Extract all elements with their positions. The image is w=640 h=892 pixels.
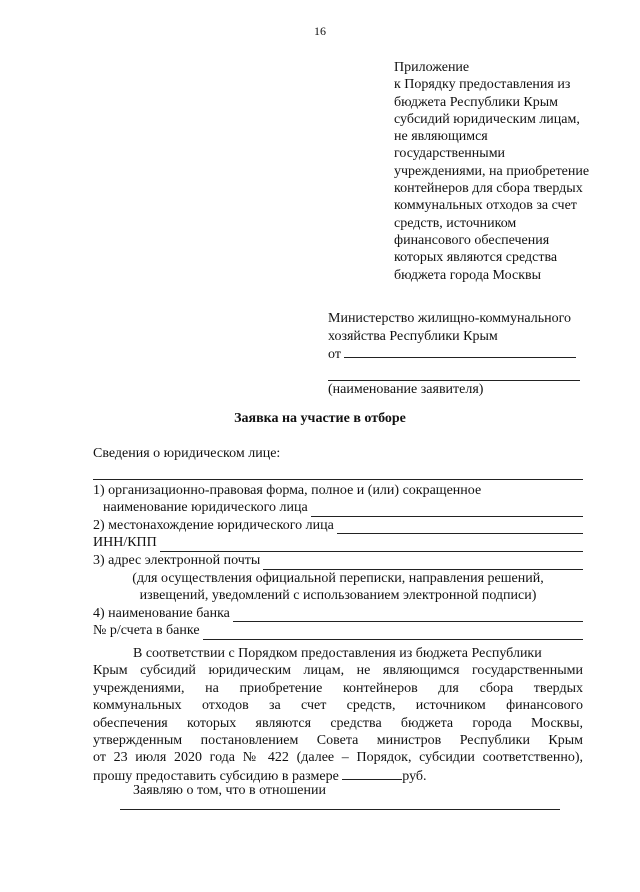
- account-label: № р/счета в банке: [93, 623, 200, 639]
- from-row: [328, 345, 598, 364]
- subsidy-amount-label: прошу предоставить субсидию в размере: [93, 768, 339, 784]
- applicant-info-form: [93, 445, 583, 640]
- account-row: [93, 622, 583, 640]
- inn-kpp-label: ИНН/КПП: [93, 535, 157, 551]
- item2-label: 2) местонахождение юридического лица: [93, 517, 334, 533]
- document-title: Заявка на участие в отборе: [234, 411, 406, 426]
- paragraph-line: обеспечения которых являются средства бюджета города Москвы,: [93, 715, 583, 731]
- from-blank[interactable]: [344, 345, 576, 358]
- paragraph-line: учреждениями, на приобретение контейнеров для сбора твердых: [93, 680, 583, 696]
- item1-line1: 1) организационно-правовая форма, полное и (или) сокращенное: [93, 482, 482, 498]
- item3-row: [93, 552, 583, 570]
- appendix-line: государственными: [394, 146, 506, 162]
- item1-line2: наименование юридического лица: [103, 500, 308, 516]
- item4-label: 4) наименование банка: [93, 605, 230, 621]
- item3-note-line1: (для осуществления официальной переписки, направления решений,: [132, 570, 544, 586]
- appendix-line: финансового обеспечения: [394, 232, 550, 248]
- declaration-text: Заявляю о том, что в отношении: [133, 783, 326, 798]
- inn-row: [93, 534, 583, 552]
- appendix-line: учреждениями, на приобретение: [394, 163, 590, 179]
- location-blank[interactable]: [337, 520, 583, 534]
- addressee-line-2: хозяйства Республики Крым: [328, 328, 498, 344]
- account-blank[interactable]: [203, 626, 583, 640]
- paragraph-line: утвержденным постановлением Совета министров Республики Крым: [93, 733, 583, 749]
- paragraph-line: В соответствии с Порядком предоставления из бюджета Республики: [133, 646, 542, 661]
- bank-name-blank[interactable]: [233, 608, 583, 622]
- inn-kpp-blank[interactable]: [160, 538, 583, 552]
- from-label: от: [328, 347, 341, 362]
- appendix-line: контейнеров для сбора твердых: [394, 181, 583, 197]
- addressee-block: [328, 310, 598, 398]
- appendix-line: которых являются средства: [394, 250, 558, 266]
- intro-blank[interactable]: [93, 463, 583, 480]
- appendix-line: к Порядку предоставления из: [394, 77, 571, 93]
- appendix-line: бюджета города Москвы: [394, 267, 542, 283]
- form-intro: Сведения о юридическом лице:: [93, 446, 281, 461]
- org-name-blank[interactable]: [311, 503, 583, 517]
- email-blank[interactable]: [263, 556, 583, 570]
- item3-note-line2: извещений, уведомлений с использованием электронной подписи): [139, 588, 537, 604]
- item2-row: [93, 517, 583, 535]
- paragraph-line: Крым субсидий юридическим лицам, не являющимся государственными: [93, 663, 583, 679]
- applicant-name-blank[interactable]: [328, 364, 580, 381]
- item3-label: 3) адрес электронной почты: [93, 552, 261, 568]
- subsidy-amount-blank[interactable]: [342, 767, 402, 780]
- currency-label: руб.: [402, 768, 427, 784]
- appendix-line: коммунальных отходов за счет: [394, 198, 577, 214]
- paragraph-line: от 23 июля 2020 года № 422 (далее – Порядок, субсидии соответственно),: [93, 750, 583, 766]
- applicant-caption: (наименование заявителя): [328, 381, 484, 397]
- appendix-line: субсидий юридическим лицам,: [394, 111, 580, 127]
- appendix-line: бюджета Республики Крым: [394, 94, 559, 110]
- appendix-block: [394, 59, 624, 284]
- page-number: 16: [314, 24, 326, 38]
- item1-row: [93, 499, 583, 517]
- addressee-line-1: Министерство жилищно-коммунального: [328, 311, 572, 326]
- appendix-line: не являющимся: [394, 129, 488, 145]
- appendix-line: средств, источником: [394, 215, 517, 231]
- paragraph-line: коммунальных отходов за счет средств, источником финансового: [93, 698, 583, 714]
- item4-row: [93, 605, 583, 623]
- main-paragraph: [93, 645, 583, 785]
- appendix-line: Приложение: [394, 60, 470, 75]
- declaration-blank[interactable]: [120, 808, 560, 810]
